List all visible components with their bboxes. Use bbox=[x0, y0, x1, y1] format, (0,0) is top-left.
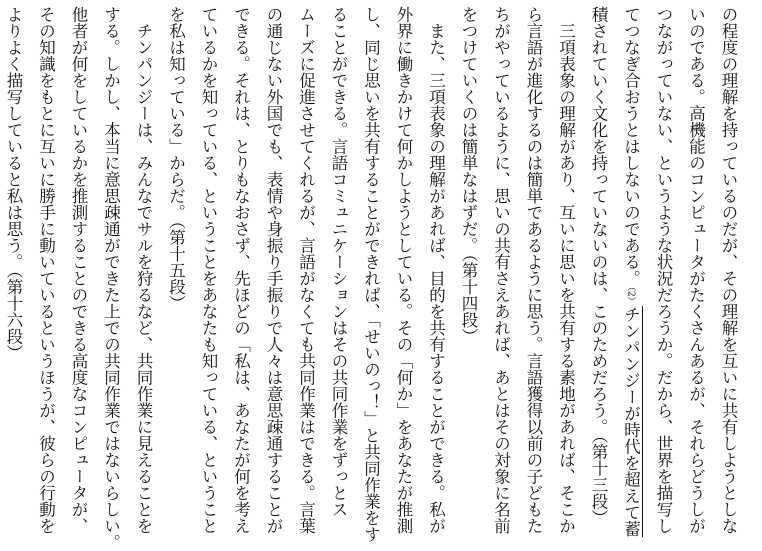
text-line-2: いのである。高機能のコンピュータがたくさんあるが、それらどうしが bbox=[686, 6, 706, 534]
text-line-14: ムーズに促進させてくれるが、言語がなくても共同作業はできる。言葉 bbox=[296, 6, 316, 534]
text-line-15: の通じない外国でも、表情や身振り手振りで人々は意思疎通することが bbox=[264, 6, 283, 534]
text-line-19: チンパンジーは、みんなでサルを狩るなど、共同作業に見えることを bbox=[134, 6, 153, 534]
text-line-4-head: てつなぎ合おうとはしないのである。 bbox=[621, 6, 641, 287]
text-line-4 bbox=[614, 6, 647, 537]
text-line-11: 外界に働きかけて何かしようとしている。その「何か」をあなたが推測 bbox=[394, 6, 413, 534]
text-line-10: また、三項表象の理解があれば、目的を共有することができる。私が bbox=[426, 6, 446, 534]
text-line-7: ら言語が進化するのは簡単であるように思う。言語獲得以前の子どもた bbox=[524, 6, 543, 534]
text-line-22: その知識をもとに互いに勝手に動いているというほうが、彼らの行動を bbox=[36, 6, 56, 534]
text-line-1: の程度の理解を持っているのだが、その理解を互いに共有しようとしな bbox=[719, 6, 738, 534]
text-line-8: ちがやっているように、思いの共有さえあれば、あとはその対象に名前 bbox=[491, 6, 511, 534]
text-line-21: 他者が何をしているかを推測することのできる高度なコンピュータが、 bbox=[69, 6, 88, 534]
vertical-text-body bbox=[0, 6, 744, 551]
text-line-13: ることができる。言語コミュニケーションはその共同作業をずっとス bbox=[329, 6, 348, 518]
text-line-20: する。しかし、本当に意思疎通ができた上での共同作業ではないらしい。 bbox=[101, 6, 121, 551]
text-line-23: よりよく描写していると私は思う。（第十六段） bbox=[4, 6, 23, 361]
text-line-5: 積されていく文化を持っていないのは、このためだろう。（第十三段） bbox=[589, 6, 608, 526]
annotation-marker: （2） bbox=[625, 286, 636, 306]
text-line-3: つながっていない、というような状況だろうか。だから、世界を描写し bbox=[654, 6, 673, 534]
text-line-4-tail: チンパンジーが時代を超えて蓄 bbox=[621, 305, 641, 537]
text-line-17: ているかを知っている、ということをあなたも知っている、ということ bbox=[199, 6, 218, 534]
text-line-9: をつけていくのは簡単なはずだ。（第十四段） bbox=[459, 6, 478, 345]
text-line-6: 三項表象の理解があり、互いに思いを共有する素地があれば、そこか bbox=[556, 6, 576, 534]
text-line-16: できる。それは、とりもなおさず、先ほどの「私は、あなたが何を考え bbox=[231, 6, 251, 534]
text-line-12: し、同じ思いを共有することができれば、「せいのっ！」と共同作業をす bbox=[361, 6, 381, 543]
text-line-18: を私は知っている」からだ。（第十五段） bbox=[166, 6, 186, 312]
